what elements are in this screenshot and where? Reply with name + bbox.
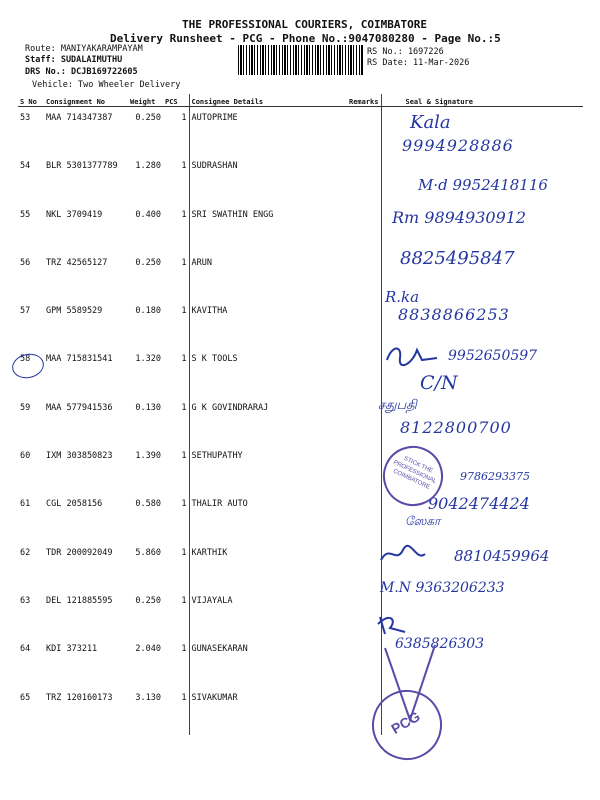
cell-weight: 0.130 (135, 402, 161, 413)
cell-consignment: TRZ 120160173 (46, 692, 113, 703)
vehicle-label: Vehicle: Two Wheeler Delivery (32, 80, 181, 90)
cell-sno: 58 (20, 354, 31, 365)
handwriting-54: M·d 9952418116 (418, 176, 548, 194)
col-weight: Weight (128, 94, 163, 107)
cell-consignment: BLR 5301377789 (46, 161, 118, 172)
cell-pcs: 1 (181, 451, 187, 462)
pcg-stamp: PCG (359, 677, 455, 773)
cell-weight: 0.400 (135, 209, 161, 220)
cell-remarks (339, 348, 381, 396)
table-header (18, 94, 583, 107)
cell-sno: 64 (20, 644, 31, 655)
cell-pcs: 1 (181, 209, 187, 220)
cell-consignment: TDR 200092049 (46, 547, 113, 558)
cell-consignment: MAA 577941536 (46, 402, 113, 413)
staff-label: Staff: SUDALAIMUTHU (25, 55, 123, 65)
cell-sno: 59 (20, 402, 31, 413)
handwriting-57-name: R.ka (385, 288, 420, 306)
cell-pcs: 1 (181, 692, 187, 703)
handwriting-65: 6385826303 (395, 636, 485, 652)
cell-sno: 56 (20, 257, 31, 268)
cell-weight: 1.390 (135, 451, 161, 462)
cell-pcs: 1 (181, 354, 187, 365)
cell-weight: 0.180 (135, 306, 161, 317)
table-row (18, 590, 583, 638)
cell-consignee: G K GOVINDRARAJ (189, 397, 339, 445)
cell-consignee: KARTHIK (189, 542, 339, 590)
handwriting-60-phone: 8122800700 (400, 418, 512, 437)
signature-59-scribble (382, 340, 442, 370)
handwriting-59-cn: C/N (420, 372, 458, 394)
cell-consignment: IXM 303850823 (46, 451, 113, 462)
rs-number: RS No.: 1697226 (367, 47, 444, 57)
cell-sno: 62 (20, 547, 31, 558)
cell-weight: 3.130 (135, 692, 161, 703)
handwriting-55: Rm 9894930912 (392, 208, 527, 227)
col-pcs: PCS (163, 94, 189, 107)
cell-sno: 57 (20, 306, 31, 317)
handwriting-56: 8825495847 (400, 248, 515, 269)
handwriting-63: 8810459964 (454, 547, 550, 565)
cell-consignment: KDI 373211 (46, 644, 98, 655)
col-signature: Seal & Signature (381, 94, 583, 107)
cell-remarks (339, 300, 381, 348)
company-title: THE PROFESSIONAL COURIERS, COIMBATORE (182, 18, 428, 31)
cell-pcs: 1 (181, 113, 187, 123)
cell-sno: 54 (20, 161, 31, 172)
runsheet-title: Delivery Runsheet - PCG - Phone No.:9047080280 - Page No.:5 (110, 32, 501, 45)
cell-consignee: SUDRASHAN (189, 155, 339, 203)
col-sno: S No (18, 94, 44, 107)
handwriting-53-name: Kala (410, 112, 451, 133)
cell-weight: 0.580 (135, 499, 161, 510)
cell-sno: 61 (20, 499, 31, 510)
cell-pcs: 1 (181, 402, 187, 413)
cell-sno: 60 (20, 451, 31, 462)
handwriting-62-phone-1: 9786293375 (460, 470, 530, 483)
cell-weight: 1.280 (135, 161, 161, 172)
cell-consignment: DEL 121885595 (46, 595, 113, 606)
cell-pcs: 1 (181, 644, 187, 655)
handwriting-59-phone: 9952650597 (448, 348, 538, 364)
cell-consignee: ARUN (189, 252, 339, 300)
handwriting-64: M.N 9363206233 (380, 580, 505, 596)
col-consignee: Consignee Details (189, 94, 339, 107)
cell-pcs: 1 (181, 161, 187, 172)
cell-consignment: GPM 5589529 (46, 306, 103, 317)
cell-weight: 2.040 (135, 644, 161, 655)
cell-consignment: TRZ 42565127 (46, 257, 108, 268)
cell-consignee: S K TOOLS (189, 348, 339, 396)
cell-consignee: KAVITHA (189, 300, 339, 348)
cell-weight: 5.860 (135, 547, 161, 558)
company-stamp: STICK THE PROFESSIONAL COIMBATORE (373, 436, 453, 516)
cell-consignment: MAA 715831541 (46, 354, 113, 365)
cell-consignment: NKL 3709419 (46, 209, 103, 220)
table-row (18, 687, 583, 735)
col-consignment: Consignment No (44, 94, 128, 107)
cell-consignee: VIJAYALA (189, 590, 339, 638)
cell-remarks (339, 638, 381, 686)
cell-pcs: 1 (181, 595, 187, 606)
rs-date: RS Date: 11-Mar-2026 (367, 58, 470, 68)
cell-sno: 55 (20, 209, 31, 220)
cell-consignment: MAA 714347387 (46, 113, 113, 123)
cell-weight: 1.320 (135, 354, 161, 365)
handwriting-57-phone: 8838866253 (398, 305, 510, 324)
cell-remarks (339, 204, 381, 252)
cell-pcs: 1 (181, 257, 187, 268)
cell-consignee: GUNASEKARAN (189, 638, 339, 686)
handwriting-62-name: ஸேகா (405, 514, 441, 528)
cell-consignee: SETHUPATHY (189, 445, 339, 493)
handwriting-53-phone: 9994928886 (402, 136, 514, 155)
cell-weight: 0.250 (135, 113, 161, 123)
cell-remarks (339, 542, 381, 590)
cell-weight: 0.250 (135, 257, 161, 268)
drs-number: DRS No.: DCJB169722605 (25, 67, 138, 77)
cell-consignment: CGL 2058156 (46, 499, 103, 510)
cell-remarks (339, 445, 381, 493)
cell-remarks (339, 155, 381, 203)
cell-remarks (339, 107, 381, 156)
col-remarks: Remarks (339, 94, 381, 107)
cell-pcs: 1 (181, 499, 187, 510)
table-row (18, 638, 583, 686)
cell-consignee: AUTOPRIME (189, 107, 339, 156)
cell-consignee: SRI SWATHIN ENGG (189, 204, 339, 252)
signature-63-scribble (378, 542, 428, 567)
cell-sno: 63 (20, 595, 31, 606)
cell-pcs: 1 (181, 306, 187, 317)
barcode (238, 45, 364, 75)
cell-weight: 0.250 (135, 595, 161, 606)
route-label: Route: MANIYAKARAMPAYAM (25, 44, 143, 54)
cell-remarks (339, 397, 381, 445)
cell-remarks (339, 493, 381, 541)
handwriting-62-phone-2: 9042474424 (428, 494, 530, 513)
cell-consignee: SIVAKUMAR (189, 687, 339, 735)
cell-sno: 65 (20, 692, 31, 703)
cell-pcs: 1 (181, 547, 187, 558)
cell-consignee: THALIR AUTO (189, 493, 339, 541)
handwriting-60-name: சதுபதி (378, 398, 417, 413)
cell-sno: 53 (20, 113, 31, 123)
cell-remarks (339, 252, 381, 300)
